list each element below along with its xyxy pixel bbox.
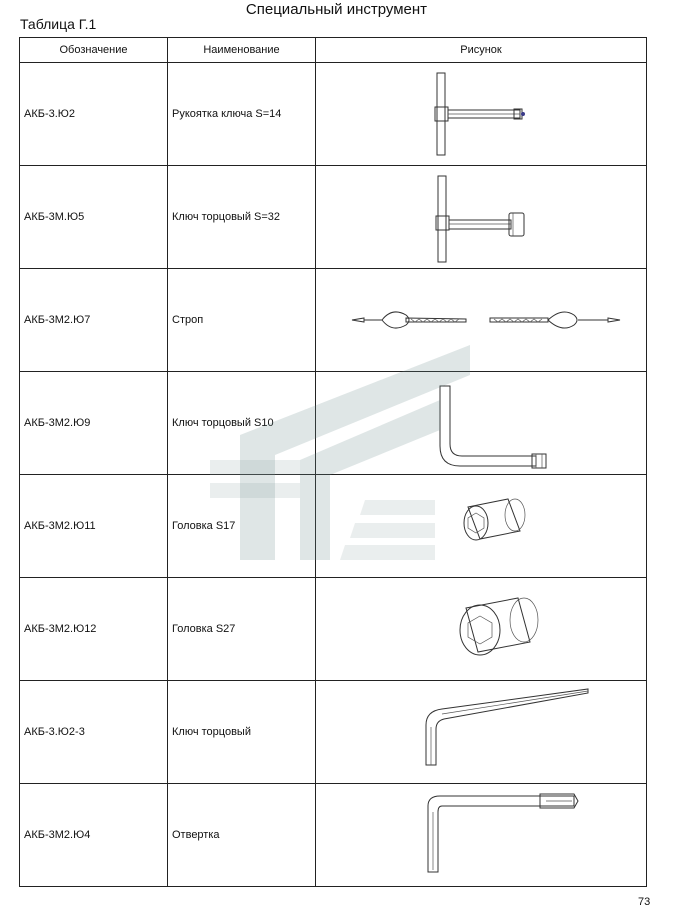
table-row <box>20 269 647 372</box>
picture-cell <box>316 784 647 887</box>
picture-cell <box>316 372 647 475</box>
picture-cell <box>316 578 647 681</box>
designation-cell: АКБ-3М2.Ю9 <box>20 372 168 475</box>
name-cell: Отвертка <box>168 784 316 887</box>
table-row <box>20 784 647 887</box>
table-header-row <box>20 38 647 63</box>
hex-key-icon <box>316 681 646 783</box>
header-picture: Рисунок <box>316 38 647 63</box>
picture-cell <box>316 63 647 166</box>
name-cell: Рукоятка ключа S=14 <box>168 63 316 166</box>
header-designation: Обозначение <box>20 38 168 63</box>
picture-cell <box>316 166 647 269</box>
screwdriver-icon <box>316 784 646 886</box>
name-cell: Ключ торцовый S=32 <box>168 166 316 269</box>
picture-cell <box>316 681 647 784</box>
picture-cell <box>316 269 647 372</box>
designation-cell: АКБ-3М2.Ю7 <box>20 269 168 372</box>
designation-cell: АКБ-3.Ю2-3 <box>20 681 168 784</box>
name-cell: Ключ торцовый <box>168 681 316 784</box>
t-handle-key-icon <box>316 63 646 165</box>
l-socket-wrench-icon <box>316 372 646 474</box>
socket-t-wrench-icon <box>316 166 646 268</box>
sling-icon <box>316 269 646 371</box>
special-tools-table <box>19 37 647 887</box>
designation-cell: АКБ-3М2.Ю4 <box>20 784 168 887</box>
table-label: Таблица Г.1 <box>20 16 97 32</box>
name-cell: Ключ торцовый S10 <box>168 372 316 475</box>
document-title: Специальный инструмент <box>245 1 428 18</box>
table-row <box>20 578 647 681</box>
table-row <box>20 166 647 269</box>
table-row <box>20 475 647 578</box>
socket-head-small-icon <box>316 475 646 577</box>
name-cell: Головка S27 <box>168 578 316 681</box>
table-row <box>20 63 647 166</box>
picture-cell <box>316 475 647 578</box>
table-row <box>20 681 647 784</box>
page-number: 73 <box>638 896 651 908</box>
name-cell: Головка S17 <box>168 475 316 578</box>
socket-head-large-icon <box>316 578 646 680</box>
header-name: Наименование <box>168 38 316 63</box>
designation-cell: АКБ-3М.Ю5 <box>20 166 168 269</box>
name-cell: Строп <box>168 269 316 372</box>
designation-cell: АКБ-3.Ю2 <box>20 63 168 166</box>
designation-cell: АКБ-3М2.Ю12 <box>20 578 168 681</box>
table-row <box>20 372 647 475</box>
designation-cell: АКБ-3М2.Ю11 <box>20 475 168 578</box>
